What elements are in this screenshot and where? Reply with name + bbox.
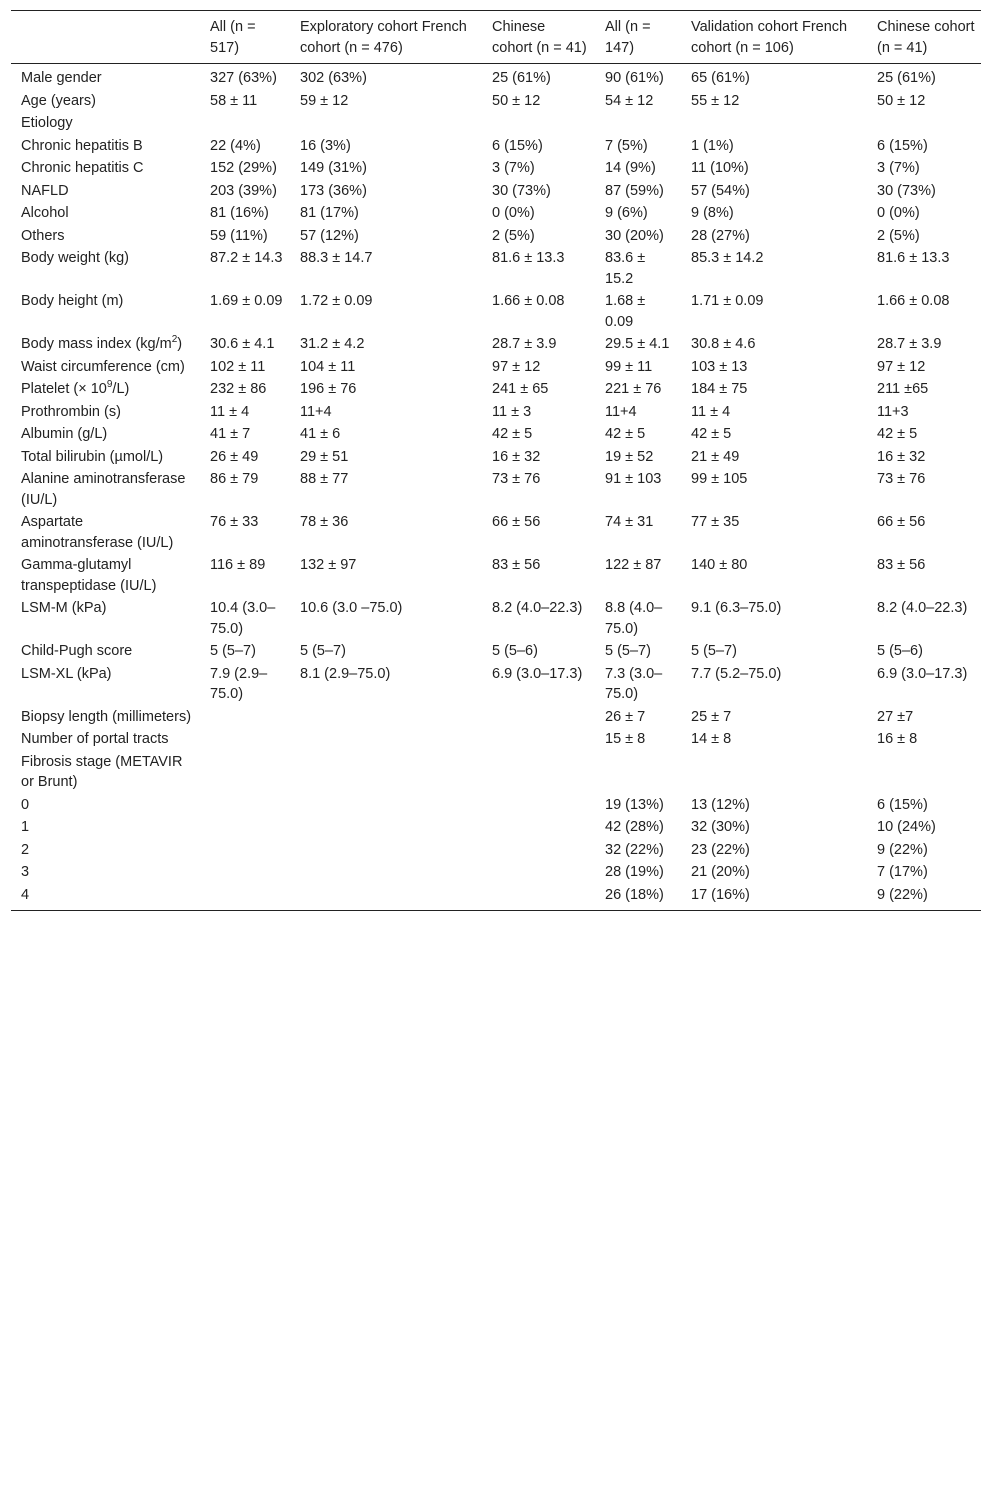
table-cell: 11+4 xyxy=(300,403,332,420)
table-row xyxy=(11,113,981,136)
table-cell: 59 ± 12 xyxy=(300,92,349,109)
table-cell xyxy=(200,729,290,752)
table-row xyxy=(11,555,981,598)
row-label-text: 1 xyxy=(21,819,30,835)
row-label-text: Aspartate aminotransferase (IU/L) xyxy=(21,514,174,551)
table-cell: 78 ± 36 xyxy=(300,514,349,530)
table-cell: 11 ± 4 xyxy=(691,403,731,420)
row-label xyxy=(11,862,200,885)
table-cell: 122 ± 87 xyxy=(605,557,662,573)
table-row xyxy=(11,181,981,204)
table-cell: 32 (30%) xyxy=(691,819,750,835)
table-cell: 99 ± 105 xyxy=(691,471,748,487)
table-cell: 76 ± 33 xyxy=(210,514,259,530)
table-cell: 42 ± 5 xyxy=(691,426,732,442)
table-cell: 8.2 (4.0–22.3) xyxy=(492,600,583,616)
cohort-characteristics-table xyxy=(11,10,981,911)
table-cell: 50 ± 12 xyxy=(877,92,926,109)
table-cell: 9 (8%) xyxy=(691,205,734,221)
table-cell: 327 (63%) xyxy=(210,70,277,86)
table-cell: 232 ± 86 xyxy=(210,381,267,397)
row-label xyxy=(11,181,200,204)
table-cell: 116 ± 89 xyxy=(210,557,266,573)
table-cell xyxy=(595,113,681,136)
table-cell: 81.6 ± 13.3 xyxy=(877,250,950,266)
table-row xyxy=(11,291,981,334)
table-cell: 85.3 ± 14.2 xyxy=(691,250,764,266)
table-cell: 99 ± 11 xyxy=(605,358,653,375)
table-header xyxy=(11,11,981,64)
table-cell: 5 (5–7) xyxy=(300,643,346,659)
table-cell xyxy=(482,113,595,136)
table-cell: 16 ± 32 xyxy=(877,448,926,465)
table-cell: 21 (20%) xyxy=(691,864,750,880)
table-row xyxy=(11,424,981,447)
table-cell: 11 (10%) xyxy=(691,160,749,176)
table-row xyxy=(11,512,981,555)
table-cell: 74 ± 31 xyxy=(605,514,654,530)
table-cell xyxy=(867,113,981,136)
row-label xyxy=(11,447,200,470)
table-cell: 42 ± 5 xyxy=(877,426,918,442)
table-cell: 11+3 xyxy=(877,403,909,420)
table-cell: 6.9 (3.0–17.3) xyxy=(877,665,968,682)
table-cell: 1.71 ± 0.09 xyxy=(691,293,764,309)
row-label-text: Waist circumference (cm) xyxy=(21,358,185,375)
table-cell xyxy=(867,752,981,795)
row-label-tail: /L) xyxy=(112,381,130,397)
row-label xyxy=(11,64,200,91)
table-cell xyxy=(482,752,595,795)
table-cell xyxy=(482,729,595,752)
row-label xyxy=(11,226,200,249)
table-body xyxy=(11,64,981,911)
table-cell: 8.2 (4.0–22.3) xyxy=(877,600,968,616)
table-row xyxy=(11,64,981,91)
table-cell: 7.7 (5.2–75.0) xyxy=(691,665,782,682)
table-cell: 7 (5%) xyxy=(605,137,648,154)
table-cell: 29 ± 51 xyxy=(300,448,349,465)
table-cell: 14 ± 8 xyxy=(691,731,732,747)
table-cell: 5 (5–7) xyxy=(605,643,651,659)
table-cell: 73 ± 76 xyxy=(492,471,541,487)
table-cell: 97 ± 12 xyxy=(877,358,926,375)
row-label xyxy=(11,291,200,334)
table-cell: 19 (13%) xyxy=(605,796,664,813)
table-cell: 81 (16%) xyxy=(210,205,269,221)
table-cell: 132 ± 97 xyxy=(300,557,357,573)
table-cell: 32 (22%) xyxy=(605,841,664,858)
table-cell: 55 ± 12 xyxy=(691,92,740,109)
table-cell: 10.6 (3.0 –75.0) xyxy=(300,600,403,616)
table-cell: 9 (6%) xyxy=(605,205,648,221)
table-row xyxy=(11,379,981,402)
table-cell: 16 ± 32 xyxy=(492,448,541,465)
row-label xyxy=(11,91,200,114)
row-label xyxy=(11,840,200,863)
row-label-text: Gamma-glutamyl transpeptidase (IU/L) xyxy=(21,557,157,594)
row-label xyxy=(11,512,200,555)
table-row xyxy=(11,795,981,818)
table-cell: 104 ± 11 xyxy=(300,358,356,375)
table-cell: 8.8 (4.0–75.0) xyxy=(605,600,663,637)
table-row xyxy=(11,91,981,114)
column-header: All (n = 147) xyxy=(595,11,681,64)
row-label-text: 0 xyxy=(21,796,30,813)
table-cell: 2 (5%) xyxy=(877,227,920,244)
table-cell: 1 (1%) xyxy=(691,137,734,154)
table-cell: 57 (12%) xyxy=(300,227,359,244)
table-cell xyxy=(290,795,482,818)
table-cell: 211 ±65 xyxy=(877,381,929,397)
table-cell: 5 (5–6) xyxy=(877,643,923,659)
column-header xyxy=(11,11,200,64)
row-label-text: 3 xyxy=(21,864,30,880)
row-label xyxy=(11,729,200,752)
table-cell xyxy=(482,885,595,911)
row-label-text: Alcohol xyxy=(21,205,69,221)
table-cell: 25 ± 7 xyxy=(691,708,732,725)
table-cell: 10.4 (3.0–75.0) xyxy=(210,600,276,637)
table-cell: 241 ± 65 xyxy=(492,381,549,397)
table-cell: 50 ± 12 xyxy=(492,92,541,109)
row-label-text: NAFLD xyxy=(21,182,69,199)
table-cell: 26 ± 7 xyxy=(605,708,646,725)
table-cell: 3 (7%) xyxy=(492,160,535,176)
table-cell xyxy=(290,840,482,863)
table-cell: 6 (15%) xyxy=(877,796,928,813)
table-cell: 42 ± 5 xyxy=(492,426,533,442)
table-cell: 73 ± 76 xyxy=(877,471,926,487)
table-cell: 88.3 ± 14.7 xyxy=(300,250,373,266)
column-header: Validation cohort French cohort (n = 106) xyxy=(681,11,867,64)
table-cell: 7.9 (2.9–75.0) xyxy=(210,665,268,702)
table-cell: 21 ± 49 xyxy=(691,448,740,465)
table-row xyxy=(11,357,981,380)
table-row xyxy=(11,840,981,863)
table-cell xyxy=(200,817,290,840)
table-cell: 10 (24%) xyxy=(877,819,936,835)
table-cell: 30.6 ± 4.1 xyxy=(210,336,275,352)
table-cell xyxy=(681,113,867,136)
row-label-text: 2 xyxy=(21,841,30,858)
table-cell: 87.2 ± 14.3 xyxy=(210,250,283,266)
table-cell: 221 ± 76 xyxy=(605,381,662,397)
table-row xyxy=(11,203,981,226)
table-cell: 77 ± 35 xyxy=(691,514,740,530)
table-row xyxy=(11,447,981,470)
table-row xyxy=(11,248,981,291)
column-header: All (n = 517) xyxy=(200,11,290,64)
table-cell: 42 (28%) xyxy=(605,819,664,835)
row-label xyxy=(11,885,200,911)
table-cell: 29.5 ± 4.1 xyxy=(605,336,670,352)
row-label-text: 4 xyxy=(21,886,30,903)
table-cell: 11 ± 4 xyxy=(210,403,250,420)
table-cell: 25 (61%) xyxy=(492,70,551,86)
row-label xyxy=(11,795,200,818)
table-cell: 27 ±7 xyxy=(877,708,914,725)
row-label-text: Body weight (kg) xyxy=(21,250,129,266)
row-label-text: Age (years) xyxy=(21,92,96,109)
row-label xyxy=(11,469,200,512)
table-cell: 17 (16%) xyxy=(681,885,867,911)
table-row xyxy=(11,729,981,752)
row-label xyxy=(11,664,200,707)
table-row xyxy=(11,469,981,512)
table-cell: 6.9 (3.0–17.3) xyxy=(492,665,583,682)
table-cell: 90 (61%) xyxy=(605,70,664,86)
table-row xyxy=(11,707,981,730)
table-row xyxy=(11,158,981,181)
table-cell: 5 (5–6) xyxy=(492,643,538,659)
row-label-text: Etiology xyxy=(21,115,73,131)
table-cell xyxy=(482,817,595,840)
table-cell: 15 ± 8 xyxy=(605,731,646,747)
table-cell: 19 ± 52 xyxy=(605,448,654,465)
table-cell: 6 (15%) xyxy=(877,137,928,154)
table-cell: 88 ± 77 xyxy=(300,471,349,487)
row-label-tail: ) xyxy=(177,336,183,352)
table-cell: 41 ± 7 xyxy=(210,426,251,442)
table-cell: 58 ± 11 xyxy=(210,92,258,109)
row-label xyxy=(11,379,200,402)
table-cell: 87 (59%) xyxy=(605,182,664,199)
table-cell: 91 ± 103 xyxy=(605,471,662,487)
table-cell: 26 ± 49 xyxy=(210,448,259,465)
table-cell: 102 ± 11 xyxy=(210,358,266,375)
row-label-text: Male gender xyxy=(21,70,102,86)
table-cell: 203 (39%) xyxy=(210,182,277,199)
row-label xyxy=(11,817,200,840)
row-label xyxy=(11,402,200,425)
row-label xyxy=(11,752,200,795)
table-row xyxy=(11,664,981,707)
table-cell: 22 (4%) xyxy=(210,137,261,154)
table-cell: 81 (17%) xyxy=(300,205,359,221)
table-cell xyxy=(595,752,681,795)
table-cell xyxy=(200,752,290,795)
row-label xyxy=(11,555,200,598)
table-cell: 8.1 (2.9–75.0) xyxy=(300,665,391,682)
table-cell: 6 (15%) xyxy=(492,137,543,154)
table-cell: 152 (29%) xyxy=(210,160,277,176)
column-header: Exploratory cohort French cohort (n = 476) xyxy=(290,11,482,64)
table-row xyxy=(11,402,981,425)
table-cell xyxy=(290,817,482,840)
table-cell: 184 ± 75 xyxy=(691,381,748,397)
table-row xyxy=(11,641,981,664)
table-cell xyxy=(200,113,290,136)
row-label-text: Platelet (× 10 xyxy=(21,381,107,397)
table-cell: 83 ± 56 xyxy=(877,557,926,573)
table-cell: 30 (20%) xyxy=(605,227,664,244)
row-label xyxy=(11,158,200,181)
table-cell: 30.8 ± 4.6 xyxy=(691,336,756,352)
table-cell: 66 ± 56 xyxy=(492,514,541,530)
table-cell xyxy=(290,707,482,730)
table-cell: 196 ± 76 xyxy=(300,381,357,397)
row-label xyxy=(11,136,200,159)
table-cell: 31.2 ± 4.2 xyxy=(300,336,365,352)
table-cell xyxy=(681,752,867,795)
table-cell xyxy=(482,862,595,885)
row-label-superscript: 9 xyxy=(106,379,113,391)
table-cell: 65 (61%) xyxy=(691,70,750,86)
table-cell: 66 ± 56 xyxy=(877,514,926,530)
row-label-text: Chronic hepatitis B xyxy=(21,137,143,154)
table-cell: 23 (22%) xyxy=(691,841,750,858)
row-label xyxy=(11,334,200,357)
table-cell xyxy=(482,707,595,730)
row-label-text: Others xyxy=(21,227,65,244)
table-cell: 42 ± 5 xyxy=(605,426,646,442)
table-cell: 83.6 ± 15.2 xyxy=(605,250,646,287)
table-cell: 173 (36%) xyxy=(300,182,367,199)
table-cell: 9 (22%) xyxy=(877,841,928,858)
table-cell: 1.68 ± 0.09 xyxy=(605,293,646,330)
table-cell: 86 ± 79 xyxy=(210,471,259,487)
table-cell: 28 (27%) xyxy=(691,227,750,244)
table-cell: 302 (63%) xyxy=(300,70,367,86)
table-cell xyxy=(200,707,290,730)
table-cell xyxy=(482,795,595,818)
table-cell: 7 (17%) xyxy=(877,864,928,880)
table-cell: 26 (18%) xyxy=(595,885,681,911)
table-cell: 14 (9%) xyxy=(605,160,656,176)
row-label-text: Biopsy length (millimeters) xyxy=(21,708,192,725)
row-label xyxy=(11,357,200,380)
header-row xyxy=(11,11,981,64)
row-label xyxy=(11,707,200,730)
table-cell: 1.72 ± 0.09 xyxy=(300,293,373,309)
table-cell xyxy=(200,862,290,885)
table-cell: 28.7 ± 3.9 xyxy=(877,336,942,352)
row-label-text: Fibrosis stage (METAVIR or Brunt) xyxy=(21,753,183,790)
table-cell xyxy=(290,113,482,136)
table-cell xyxy=(200,885,290,911)
row-label-text: LSM-XL (kPa) xyxy=(21,665,112,682)
table-cell: 97 ± 12 xyxy=(492,358,541,375)
table-row xyxy=(11,817,981,840)
table-cell: 57 (54%) xyxy=(691,182,750,199)
table-cell: 1.66 ± 0.08 xyxy=(877,293,950,309)
table-cell: 16 ± 8 xyxy=(877,731,918,747)
row-label-text: LSM-M (kPa) xyxy=(21,600,107,616)
row-label-superscript: 2 xyxy=(171,334,178,346)
table-cell: 30 (73%) xyxy=(492,182,551,199)
table-cell: 149 (31%) xyxy=(300,160,367,176)
table-cell: 16 (3%) xyxy=(300,137,351,154)
row-label-text: Body mass index (kg/m xyxy=(21,336,172,352)
table-cell: 30 (73%) xyxy=(877,182,936,199)
table-cell: 25 (61%) xyxy=(877,70,936,86)
table-cell: 41 ± 6 xyxy=(300,426,341,442)
table-row xyxy=(11,598,981,641)
table-cell: 5 (5–7) xyxy=(210,643,256,659)
table-row xyxy=(11,885,981,911)
table-cell: 1.66 ± 0.08 xyxy=(492,293,565,309)
table-cell xyxy=(290,885,482,911)
row-label-text: Total bilirubin (µmol/L) xyxy=(21,448,164,465)
row-label xyxy=(11,248,200,291)
column-header: Chinese cohort (n = 41) xyxy=(482,11,595,64)
table-cell xyxy=(290,862,482,885)
table-cell: 2 (5%) xyxy=(492,227,535,244)
row-label-text: Child-Pugh score xyxy=(21,643,133,659)
table-cell: 9.1 (6.3–75.0) xyxy=(691,600,782,616)
table-row xyxy=(11,136,981,159)
table-cell: 11+4 xyxy=(605,403,637,420)
table-cell: 28.7 ± 3.9 xyxy=(492,336,557,352)
table-cell: 81.6 ± 13.3 xyxy=(492,250,565,266)
table-cell xyxy=(482,840,595,863)
table-row xyxy=(11,334,981,357)
table-cell: 5 (5–7) xyxy=(691,643,737,659)
row-label-text: Alanine aminotransferase (IU/L) xyxy=(21,471,186,508)
table-cell: 1.69 ± 0.09 xyxy=(210,293,283,309)
row-label-text: Albumin (g/L) xyxy=(21,426,108,442)
table-cell: 28 (19%) xyxy=(605,864,664,880)
column-header: Chinese cohort (n = 41) xyxy=(867,11,981,64)
row-label-text: Chronic hepatitis C xyxy=(21,160,144,176)
table-cell: 103 ± 13 xyxy=(691,358,748,375)
table-cell: 0 (0%) xyxy=(492,205,535,221)
row-label xyxy=(11,113,200,136)
table-cell: 59 (11%) xyxy=(210,227,268,244)
table-cell: 140 ± 80 xyxy=(691,557,748,573)
table-cell: 7.3 (3.0–75.0) xyxy=(605,665,663,702)
table-row xyxy=(11,752,981,795)
table-cell xyxy=(200,840,290,863)
table-cell: 13 (12%) xyxy=(691,796,750,813)
table-cell: 3 (7%) xyxy=(877,160,920,176)
row-label xyxy=(11,598,200,641)
table-cell: 11 ± 3 xyxy=(492,403,532,420)
table-cell xyxy=(290,729,482,752)
table-row xyxy=(11,862,981,885)
table-cell: 9 (22%) xyxy=(867,885,981,911)
table-cell xyxy=(290,752,482,795)
table-row xyxy=(11,226,981,249)
row-label-text: Body height (m) xyxy=(21,293,124,309)
table-cell: 83 ± 56 xyxy=(492,557,541,573)
table-cell: 0 (0%) xyxy=(877,205,920,221)
row-label xyxy=(11,641,200,664)
table-cell xyxy=(200,795,290,818)
row-label xyxy=(11,203,200,226)
row-label-text: Prothrombin (s) xyxy=(21,403,121,420)
row-label-text: Number of portal tracts xyxy=(21,731,169,747)
table-cell: 54 ± 12 xyxy=(605,92,654,109)
row-label xyxy=(11,424,200,447)
